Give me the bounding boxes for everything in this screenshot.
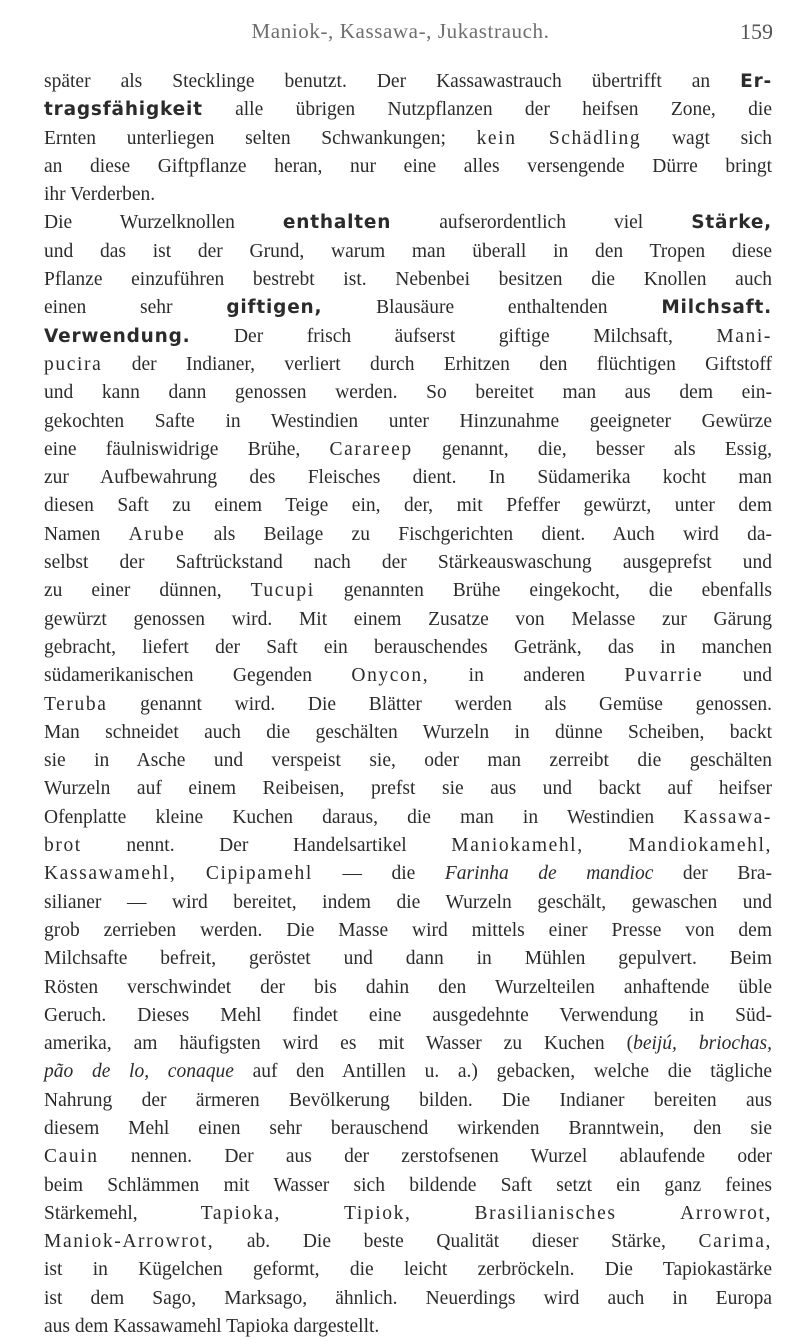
text-run: an diese Giftpflanze heran, nur eine alles versengende Dürre bringt (44, 155, 772, 177)
text-run: aus dem Kassawamehl Tapioka dargestellt. (44, 1316, 380, 1338)
text-run: Milchsafte befreit, geröstet und dann in Mühlen gepulvert. Beim (44, 948, 772, 970)
text-line (44, 96, 772, 124)
text-run: südamerikanischen Gegenden (44, 665, 352, 687)
text-run: auf den Antillen u. a.) gebacken, welche die tägliche (233, 1061, 772, 1083)
text-run-spaced: Tucupi (250, 580, 315, 602)
text-run: Blausäure enthaltenden (322, 297, 662, 319)
text-run: ab. Die beste Qualität dieser Stärke, (214, 1231, 699, 1253)
text-run: diesen Saft zu einem Teige ein, der, mit Pfeffer gewürzt, unter dem (44, 495, 772, 517)
text-run: silianer — wird bereitet, indem die Wurzeln geschält, gewaschen und (44, 891, 772, 913)
text-run-spaced: Onycon, (351, 665, 430, 687)
text-line (44, 1172, 772, 1200)
text-line (44, 351, 772, 379)
text-line (44, 1200, 772, 1228)
text-run: Pflanze einzuführen bestrebt ist. Nebenbei besitzen die Knollen auch (44, 269, 772, 291)
text-line (44, 606, 772, 634)
text-line (44, 917, 772, 945)
text-run: — die (312, 863, 445, 885)
text-run-spaced: Maniokamehl, (451, 835, 584, 857)
text-run-spaced: Arube (128, 523, 186, 545)
text-run-spaced: Cauin (44, 1146, 99, 1168)
text-run (281, 1203, 344, 1224)
text-run: Wurzeln auf einem Reibeisen, prefst sie aus und backt auf heifser (44, 778, 772, 800)
text-run: genannt, die, besser als Essig, (412, 438, 772, 460)
text-run-spaced: Brasilianisches Arrowrot, (474, 1202, 773, 1224)
text-run-spaced: Kassawamehl, (44, 863, 177, 885)
text-run-spaced: Kassawa- (683, 806, 772, 828)
text-run-spaced: brot (44, 835, 82, 857)
page-header (0, 19, 801, 55)
text-run: und das ist der Grund, warum man überall in den Tropen diese (44, 240, 772, 262)
text-run-spaced: Puvarrie (624, 665, 704, 687)
text-run-spaced: Mandiokamehl, (628, 835, 773, 857)
text-run-spaced: Tapioka, (200, 1202, 281, 1224)
text-line (44, 125, 772, 153)
text-run: Ernten unterliegen selten Schwankungen; (44, 127, 477, 149)
text-run-spaced: Mani- (716, 325, 772, 347)
text-run: selbst der Saftrückstand nach der Stärkeauswaschung ausgeprefst und (44, 552, 772, 574)
text-run-spaced: Carima, (698, 1231, 772, 1253)
text-line (44, 521, 772, 549)
text-run: der Indianer, verliert durch Erhitzen den flüchtigen Giftstoff (102, 353, 772, 375)
text-run-italic: pão de lo, conaque (44, 1061, 234, 1083)
text-line (44, 294, 772, 322)
text-run-spaced: kein Schädling (476, 127, 642, 149)
text-line (44, 634, 772, 662)
text-line (44, 577, 772, 605)
text-line (44, 1115, 772, 1143)
body-text (44, 68, 772, 1341)
text-run: Geruch. Dieses Mehl findet eine ausgedehnte Verwendung in Süd- (44, 1004, 772, 1026)
text-run: gewürzt genossen wird. Mit einem Zusatze von Melasse zur Gärung (44, 608, 772, 630)
text-run: eine fäulniswidrige Brühe, (44, 438, 330, 460)
text-line (44, 153, 772, 181)
text-run: gebracht, liefert der Saft ein berauschendes Getränk, das in manchen (44, 636, 772, 658)
text-run-spaced: Maniok-Arrowrot, (44, 1231, 215, 1253)
text-line (44, 266, 772, 294)
text-line (44, 1087, 772, 1115)
text-run: grob zerrieben werden. Die Masse wird mittels einer Presse von dem (44, 919, 772, 941)
text-line (44, 1002, 772, 1030)
text-run: Stärkemehl, (44, 1202, 201, 1224)
text-run (411, 1203, 474, 1224)
text-run: gekochten Safte in Westindien unter Hinzunahme geeigneter Gewürze (44, 410, 772, 432)
text-run: einen sehr (44, 297, 227, 319)
text-line (44, 860, 772, 888)
text-run: amerika, am häufigsten wird es mit Wasser zu Kuchen ( (44, 1033, 634, 1055)
text-run: nennen. Der aus der zerstofsenen Wurzel ablaufende oder (98, 1146, 772, 1168)
text-line (44, 832, 772, 860)
text-line (44, 238, 772, 266)
text-line (44, 1143, 772, 1171)
text-run: Rösten verschwindet der bis dahin den Wurzelteilen anhaftende üble (44, 976, 772, 998)
text-line (44, 408, 772, 436)
text-run: Namen (44, 523, 129, 545)
text-run: der Bra- (653, 863, 772, 885)
text-run: ihr Verderben. (44, 184, 156, 206)
text-run-spaced: pucira (44, 353, 103, 375)
text-run-italic: beijú, briochas, (633, 1033, 772, 1055)
text-run (584, 835, 629, 856)
text-line (44, 1058, 772, 1086)
text-run-emphasis: Stärke, (691, 212, 772, 234)
text-line (44, 1030, 772, 1058)
text-run: genannten Brühe eingekocht, die ebenfalls (314, 580, 772, 602)
text-line (44, 945, 772, 973)
text-line (44, 1313, 772, 1341)
text-run-spaced: Teruba (44, 693, 108, 715)
text-run: später als Stecklinge benutzt. Der Kassawastrauch übertrifft an (44, 71, 741, 92)
text-line (44, 719, 772, 747)
text-run: Ofenplatte kleine Kuchen daraus, die man in Westindien (44, 806, 684, 828)
text-run-emphasis: Verwendung. (44, 325, 191, 347)
text-run-emphasis: enthalten (282, 212, 392, 234)
text-run: alle übrigen Nutzpflanzen der heifsen Zone, die (202, 99, 772, 121)
text-run: ist in Kügelchen geformt, die leicht zerbröckeln. Die Tapiokastärke (44, 1259, 772, 1281)
text-run: Der frisch äufserst giftige Milchsaft, (190, 325, 717, 347)
text-line (44, 804, 772, 832)
text-run: und (703, 665, 772, 687)
text-line (44, 889, 772, 917)
text-run: nennt. Der Handelsartikel (81, 835, 452, 857)
text-run: zur Aufbewahrung des Fleisches dient. In Südamerika kocht man (44, 467, 772, 489)
text-line (44, 747, 772, 775)
text-line (44, 492, 772, 520)
text-line (44, 209, 772, 237)
text-run-emphasis: tragsfähigkeit (44, 99, 203, 121)
text-line (44, 1256, 772, 1284)
text-line (44, 662, 772, 690)
text-run: und kann dann genossen werden. So bereitet man aus dem ein- (44, 382, 772, 404)
text-run-emphasis: Milchsaft. (661, 297, 772, 319)
text-run-spaced: Carareep (329, 438, 413, 460)
text-run: beim Schlämmen mit Wasser sich bildende Saft setzt ein ganz feines (44, 1174, 772, 1196)
text-line (44, 464, 772, 492)
text-run-emphasis: Er- (740, 71, 772, 92)
text-run: diesem Mehl einen sehr berauschend wirkenden Branntwein, den sie (44, 1117, 772, 1139)
text-line (44, 68, 772, 96)
text-run-spaced: Cipipamehl (205, 863, 313, 885)
text-run (176, 863, 206, 884)
text-run: in anderen (429, 665, 625, 687)
text-run: als Beilage zu Fischgerichten dient. Auch wird da- (185, 523, 773, 545)
text-run: sie in Asche und verspeist sie, oder man zerreibt die geschälten (44, 750, 772, 772)
text-line (44, 775, 772, 803)
text-run: wagt sich (641, 127, 773, 149)
text-run: Nahrung der ärmeren Bevölkerung bilden. Die Indianer bereiten aus (44, 1089, 772, 1111)
text-line (44, 379, 772, 407)
text-run-italic: Farinha de mandioc (444, 863, 654, 885)
text-line (44, 181, 772, 209)
text-line (44, 323, 772, 351)
text-line (44, 436, 772, 464)
text-run: Die Wurzelknollen (44, 212, 283, 234)
text-run-emphasis: giftigen, (226, 297, 323, 319)
page-number: 159 (740, 19, 773, 44)
text-run: zu einer dünnen, (44, 580, 251, 602)
text-run: ist dem Sago, Marksago, ähnlich. Neuerdings wird auch in Europa (44, 1287, 772, 1309)
text-run-spaced: Tipiok, (344, 1202, 412, 1224)
text-line (44, 691, 772, 719)
text-run: aufserordentlich viel (391, 212, 692, 234)
running-head: Maniok-, Kassawa-, Jukastrauch. (251, 19, 550, 43)
text-run: Man schneidet auch die geschälten Wurzeln in dünne Scheiben, backt (44, 721, 772, 743)
text-line (44, 974, 772, 1002)
text-line (44, 1285, 772, 1313)
text-line (44, 549, 772, 577)
text-run: genannt wird. Die Blätter werden als Gemüse genossen. (107, 693, 772, 715)
text-line (44, 1228, 772, 1256)
